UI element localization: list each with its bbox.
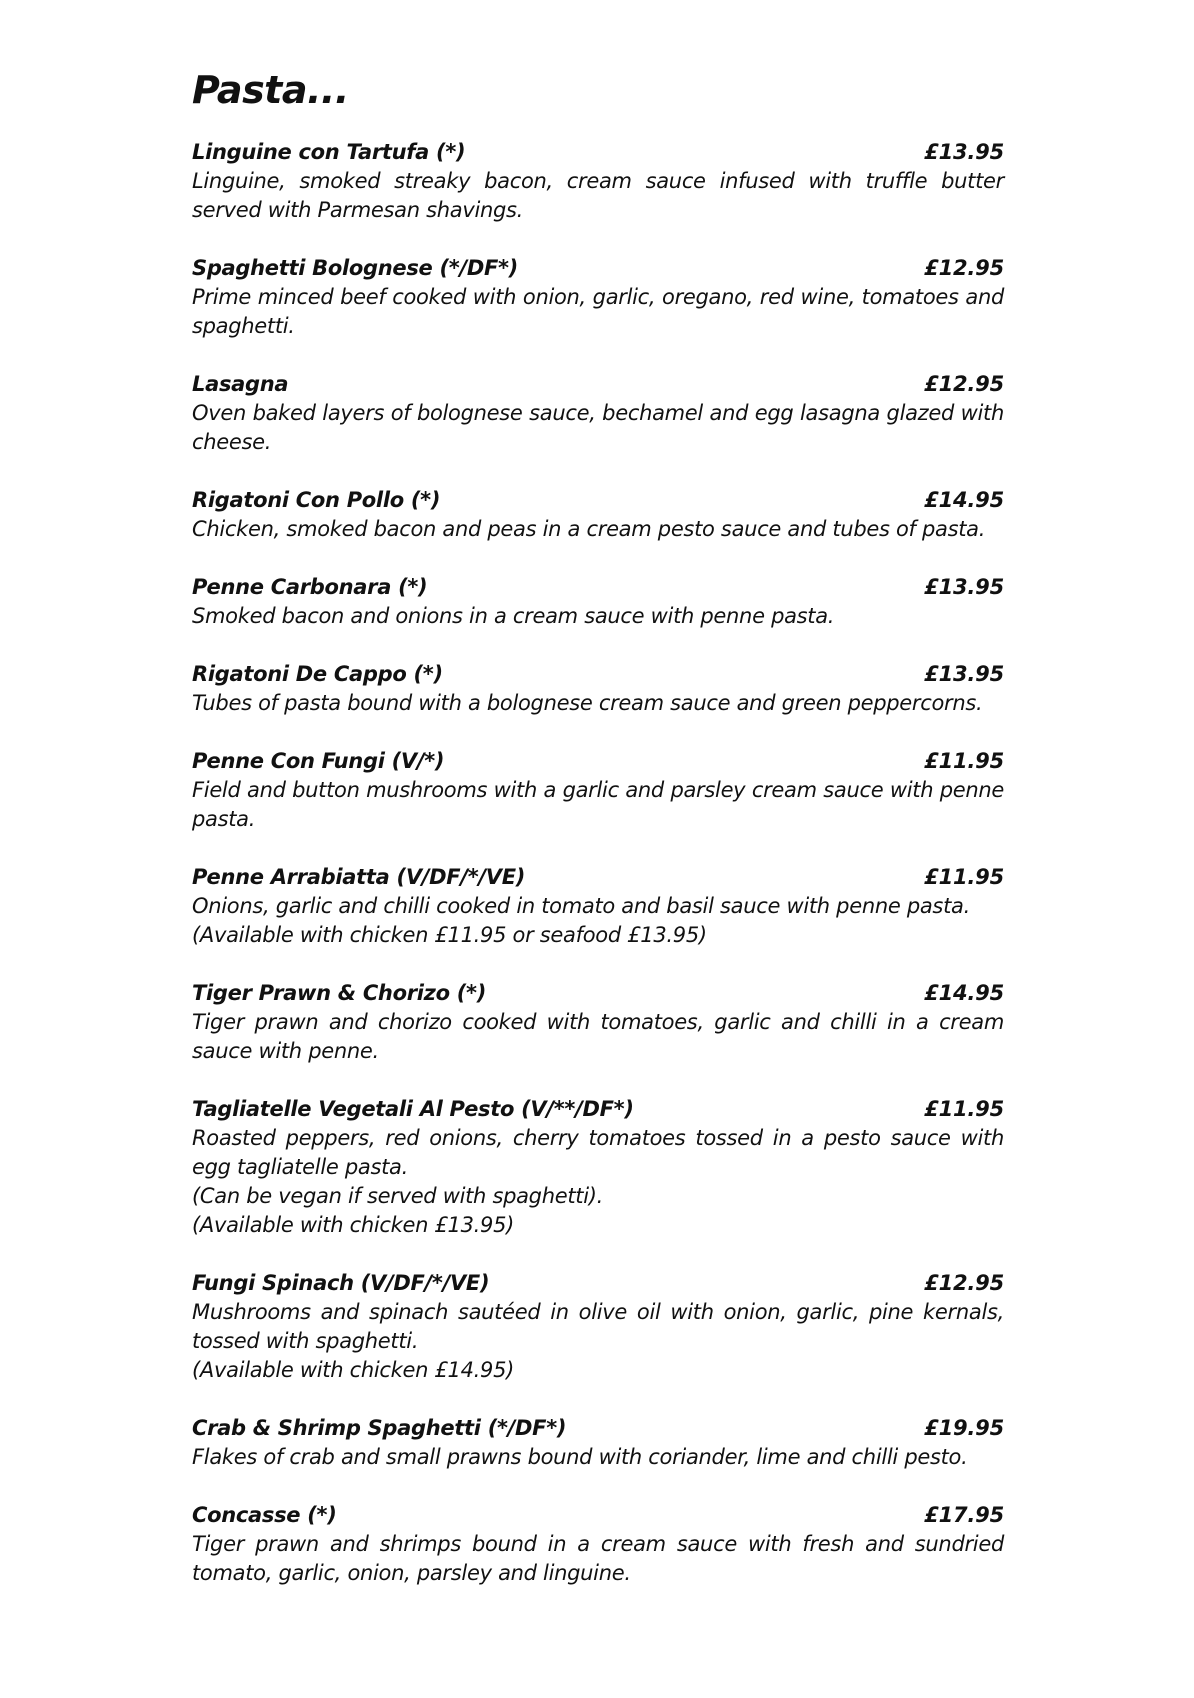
menu-item-header <box>192 863 1004 892</box>
menu-item-name: Concasse (*) <box>192 1503 337 1527</box>
menu-item <box>192 573 1004 631</box>
menu-item <box>192 1095 1004 1240</box>
menu-item-description <box>192 776 1004 834</box>
menu-item-name: Tagliatelle Vegetali Al Pesto (V/**/DF*) <box>192 1097 634 1121</box>
menu-item-description-text: Tubes of pasta bound with a bolognese cream sauce and green peppercorns. <box>192 691 983 715</box>
menu-item-price: £11.95 <box>924 1097 1004 1121</box>
menu-item-description-text: Mushrooms and spinach sautéed in olive oil with onion, garlic, pine kernals, tossed with spaghetti. <box>192 1300 1004 1353</box>
menu-item-description-text: Prime minced beef cooked with onion, garlic, oregano, red wine, tomatoes and spaghetti. <box>192 285 1004 338</box>
menu-item <box>192 370 1004 457</box>
menu-item-header <box>192 979 1004 1008</box>
menu-item <box>192 138 1004 225</box>
menu-item-header <box>192 747 1004 776</box>
menu-item-price: £12.95 <box>924 256 1004 280</box>
menu-item-price: £11.95 <box>924 865 1004 889</box>
page-title: Pasta... <box>192 68 349 112</box>
menu-item-name: Tiger Prawn & Chorizo (*) <box>192 981 487 1005</box>
menu-item <box>192 486 1004 544</box>
menu-item <box>192 747 1004 834</box>
menu-item <box>192 254 1004 341</box>
menu-item-description-text: Onions, garlic and chilli cooked in tomato and basil sauce with penne pasta. <box>192 894 970 918</box>
menu-item-price: £14.95 <box>924 981 1004 1005</box>
menu-item-name: Spaghetti Bolognese (*/DF*) <box>192 256 518 280</box>
menu-item-description <box>192 602 1004 631</box>
menu-item-price: £12.95 <box>924 1271 1004 1295</box>
menu-item-description <box>192 1124 1004 1240</box>
menu-item-header <box>192 1414 1004 1443</box>
menu-item-header <box>192 660 1004 689</box>
menu-item-description-text: Chicken, smoked bacon and peas in a cream pesto sauce and tubes of pasta. <box>192 517 986 541</box>
menu-item-price: £12.95 <box>924 372 1004 396</box>
menu-item-description <box>192 399 1004 457</box>
menu-item-name: Lasagna <box>192 372 289 396</box>
menu-item-description <box>192 1008 1004 1066</box>
menu-item-header <box>192 1269 1004 1298</box>
menu-item-header <box>192 486 1004 515</box>
menu-item-name: Penne Arrabiatta (V/DF/*/VE) <box>192 865 526 889</box>
menu-item <box>192 1414 1004 1472</box>
menu-page <box>192 66 1004 1617</box>
menu-item-price: £13.95 <box>924 662 1004 686</box>
menu-item-description-text: Tiger prawn and chorizo cooked with tomatoes, garlic and chilli in a cream sauce with penne. <box>192 1010 1004 1063</box>
menu-item-name: Rigatoni De Cappo (*) <box>192 662 443 686</box>
menu-item-header <box>192 370 1004 399</box>
menu-item-name: Linguine con Tartufa (*) <box>192 140 466 164</box>
menu-item-description <box>192 892 1004 950</box>
menu-item-name: Fungi Spinach (V/DF/*/VE) <box>192 1271 490 1295</box>
menu-item-price: £17.95 <box>924 1503 1004 1527</box>
menu-item-header <box>192 254 1004 283</box>
menu-item-price: £19.95 <box>924 1416 1004 1440</box>
menu-item-description-text: Smoked bacon and onions in a cream sauce with penne pasta. <box>192 604 835 628</box>
menu-item-price: £13.95 <box>924 140 1004 164</box>
menu-item-name: Rigatoni Con Pollo (*) <box>192 488 441 512</box>
menu-item-name: Crab & Shrimp Spaghetti (*/DF*) <box>192 1416 567 1440</box>
menu-item-name: Penne Carbonara (*) <box>192 575 428 599</box>
menu-item <box>192 660 1004 718</box>
menu-item-description <box>192 167 1004 225</box>
menu-item <box>192 979 1004 1066</box>
menu-item-description-text: Linguine, smoked streaky bacon, cream sauce infused with truffle butter served with Parmesan shavings. <box>192 169 1004 222</box>
menu-item-header <box>192 1501 1004 1530</box>
menu-item-header <box>192 138 1004 167</box>
menu-item-header <box>192 573 1004 602</box>
menu-item-description-text: Tiger prawn and shrimps bound in a cream sauce with fresh and sundried tomato, garlic, onion, parsley and linguine. <box>192 1532 1004 1585</box>
menu-item-header <box>192 1095 1004 1124</box>
menu-item <box>192 1501 1004 1588</box>
menu-item-description-text: Oven baked layers of bolognese sauce, bechamel and egg lasagna glazed with cheese. <box>192 401 1004 454</box>
menu-item-description-text: Field and button mushrooms with a garlic and parsley cream sauce with penne pasta. <box>192 778 1004 831</box>
menu-list <box>192 138 1004 1588</box>
menu-item-description-text: Flakes of crab and small prawns bound with coriander, lime and chilli pesto. <box>192 1445 968 1469</box>
menu-item-description <box>192 1530 1004 1588</box>
menu-item-price: £11.95 <box>924 749 1004 773</box>
menu-item-price: £14.95 <box>924 488 1004 512</box>
menu-item-note: (Available with chicken £14.95) <box>192 1358 515 1382</box>
menu-item-price: £13.95 <box>924 575 1004 599</box>
menu-item-note: (Available with chicken £11.95 or seafood £13.95) <box>192 923 707 947</box>
menu-item-description-text: Roasted peppers, red onions, cherry tomatoes tossed in a pesto sauce with egg tagliatelle pasta. <box>192 1126 1004 1179</box>
menu-item <box>192 1269 1004 1385</box>
menu-item-description <box>192 1443 1004 1472</box>
menu-item-note: (Available with chicken £13.95) <box>192 1213 515 1237</box>
menu-item-name: Penne Con Fungi (V/*) <box>192 749 445 773</box>
menu-item <box>192 863 1004 950</box>
menu-item-description <box>192 1298 1004 1385</box>
menu-item-description <box>192 689 1004 718</box>
menu-item-description <box>192 283 1004 341</box>
menu-item-description <box>192 515 1004 544</box>
menu-item-note: (Can be vegan if served with spaghetti). <box>192 1184 604 1208</box>
